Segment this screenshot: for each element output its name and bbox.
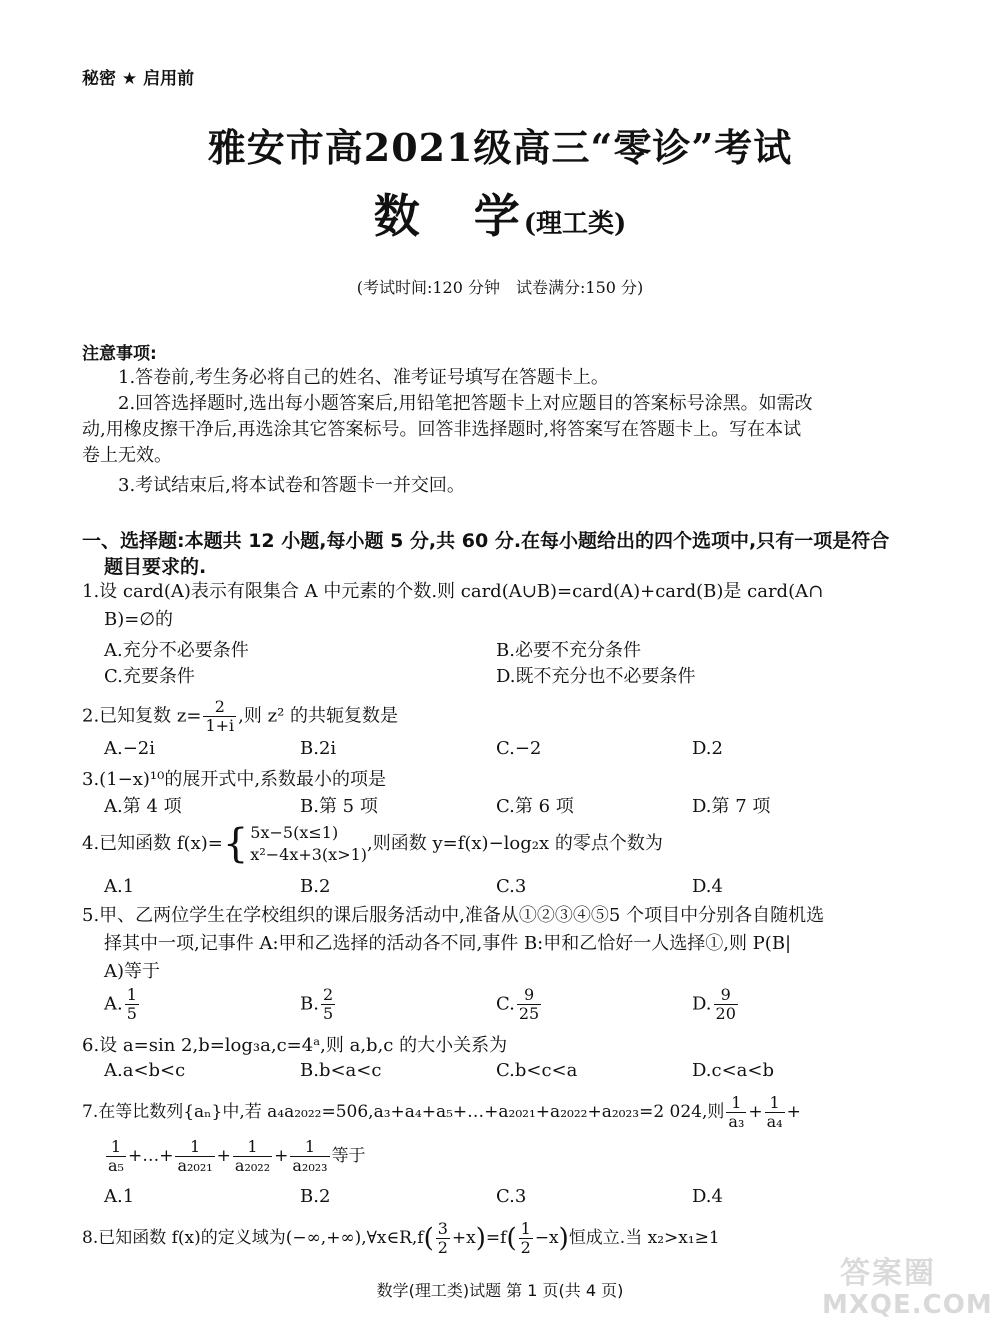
q5-d-numerator: 9 <box>714 986 738 1005</box>
q7-plus-1: + <box>748 1102 763 1122</box>
q5-c-denominator: 25 <box>518 1004 540 1023</box>
q2-fraction <box>203 698 236 735</box>
q4-option-b: B.2 <box>300 876 331 897</box>
q4-option-c: C.3 <box>496 876 527 897</box>
q7-option-d: D.4 <box>692 1186 723 1207</box>
q8-eq: =f <box>485 1228 507 1248</box>
q4-option-d: D.4 <box>692 876 723 897</box>
q7-frac-a4-num: 1 <box>765 1094 785 1113</box>
q7-plus-4: + <box>274 1146 289 1166</box>
note-2-line-2: 动,用橡皮擦干净后,再选涂其它答案标号。回答非选择题时,将答案写在答题卡上。写在本试 <box>82 419 802 440</box>
q2-fraction-denominator: 1+i <box>205 716 235 735</box>
q7-option-c: C.3 <box>496 1186 527 1207</box>
q1-option-c: C.充要条件 <box>104 666 195 687</box>
q5-d-denominator: 20 <box>715 1004 736 1023</box>
q4-stem-pre: 4.已知函数 f(x)= <box>82 833 223 854</box>
q7-frac-a3 <box>726 1094 746 1131</box>
q7-frac-a3-num: 1 <box>726 1094 746 1113</box>
q7-frac-a2021-den: a₂₀₂₁ <box>177 1156 213 1175</box>
exam-title: 雅安市高2021级高三“零诊”考试 <box>207 125 793 170</box>
q4-option-a: A.1 <box>104 876 135 897</box>
q8-frac-1-2 <box>519 1220 533 1257</box>
q8-mid-2: −x <box>534 1228 559 1248</box>
q7-frac-a2023-den: a₂₀₂₃ <box>292 1156 328 1175</box>
q8-frac1-den: 2 <box>437 1238 448 1257</box>
q6-stem: 6.设 a=sin 2,b=log₃a,c=4ᵃ,则 a,b,c 的大小关系为 <box>82 1035 508 1056</box>
q1-stem-line-2: B)=∅的 <box>104 609 174 630</box>
q4-case-1: 5x−5(x≤1) <box>250 823 339 842</box>
section-1-heading: 一、选择题:本题共 12 小题,每小题 5 分,共 60 分.在每小题给出的四个选项中,只有一项是符合 <box>82 530 890 552</box>
q6-option-c: C.b<c<a <box>496 1060 578 1081</box>
q8-frac-3-2 <box>436 1220 450 1257</box>
q2-option-a: A.−2i <box>104 738 156 759</box>
q6-option-d: D.c<a<b <box>692 1060 775 1081</box>
q2-option-b: B.2i <box>300 738 337 759</box>
q5-option-d-fraction <box>714 986 738 1023</box>
q5-stem-line-3: A)等于 <box>104 961 161 982</box>
q5-option-c-fraction <box>517 986 541 1023</box>
q5-b-numerator: 2 <box>322 985 334 1004</box>
q8-frac2-num: 1 <box>520 1219 531 1238</box>
q4-piecewise <box>250 822 367 866</box>
note-2-line-1: 2.回答选择题时,选出每小题答案后,用铅笔把答题卡上对应题目的答案标号涂黑。如需改 <box>118 393 813 414</box>
note-2-line-3: 卷上无效。 <box>82 445 172 466</box>
q7-frac-a2023 <box>290 1138 329 1175</box>
watermark-logo: 答案圈 <box>840 1256 936 1291</box>
q2-option-d: D.2 <box>692 738 723 759</box>
q7-tail: 等于 <box>331 1146 366 1166</box>
q5-a-denominator: 5 <box>126 1004 137 1023</box>
q4-stem-post: ,则函数 y=f(x)−log₂x 的零点个数为 <box>367 833 663 854</box>
q5-option-a <box>104 986 141 1023</box>
q7-plus-3: + <box>216 1146 231 1166</box>
q6-option-b: B.b<a<c <box>300 1060 382 1081</box>
q8-paren-close-1: ) <box>475 1223 486 1254</box>
q5-option-a-fraction <box>125 986 139 1023</box>
q3-option-d: D.第 7 项 <box>692 796 771 817</box>
q5-c-numerator: 9 <box>517 986 541 1005</box>
q8-stem <box>82 1220 720 1257</box>
q6-option-a: A.a<b<c <box>104 1060 186 1081</box>
q8-paren-open-2: ( <box>506 1223 517 1254</box>
q7-frac-a2021 <box>175 1138 214 1175</box>
q7-frac-a2022 <box>233 1138 272 1175</box>
piecewise-brace: { <box>222 821 249 867</box>
watermark-url: MXQE.COM <box>822 1290 993 1320</box>
q1-option-b: B.必要不充分条件 <box>496 640 641 661</box>
note-3: 3.考试结束后,将本试卷和答题卡一并交回。 <box>118 475 465 496</box>
q7-stem-line-2 <box>104 1138 366 1175</box>
q7-option-a: A.1 <box>104 1186 135 1207</box>
q7-frac-a4-den: a₄ <box>766 1112 783 1131</box>
q8-frac2-den: 2 <box>520 1238 531 1257</box>
subject-heading <box>0 180 1000 246</box>
exam-info: (考试时间:120 分钟 试卷满分:150 分) <box>356 278 644 297</box>
q1-stem-line-1: 1.设 card(A)表示有限集合 A 中元素的个数.则 card(A∪B)=card(A)+card(B)是 card(A∩ <box>82 581 824 602</box>
q1-option-a: A.充分不必要条件 <box>104 640 249 661</box>
q7-dots: +…+ <box>127 1146 174 1166</box>
subject-category: (理工类) <box>523 209 627 239</box>
q2-stem-pre: 2.已知复数 z= <box>82 705 202 727</box>
section-1-heading-cont: 题目要求的. <box>104 556 207 578</box>
q7-plus-2: + <box>786 1102 801 1122</box>
q5-b-denominator: 5 <box>322 1004 334 1023</box>
q7-frac-a2022-num: 1 <box>233 1138 272 1157</box>
q7-frac-a2023-num: 1 <box>290 1138 329 1157</box>
q8-stem-pre: 8.已知函数 f(x)的定义域为(−∞,+∞),∀x∈R,f <box>82 1228 424 1248</box>
q7-frac-a3-den: a₃ <box>728 1112 745 1131</box>
q5-option-d <box>692 986 740 1023</box>
q2-stem-post: ,则 z² 的共轭复数是 <box>238 705 399 727</box>
q2-stem <box>82 698 398 735</box>
q8-paren-close-2: ) <box>558 1223 569 1254</box>
q4-case-2: x²−4x+3(x>1) <box>250 845 368 864</box>
q5-option-b-label: B. <box>300 993 319 1015</box>
q1-option-d: D.既不充分也不必要条件 <box>496 666 696 687</box>
q2-fraction-numerator: 2 <box>203 698 236 717</box>
q5-a-numerator: 1 <box>126 985 137 1004</box>
q4-stem <box>82 822 663 866</box>
q7-stem-line-1 <box>82 1094 801 1131</box>
q7-stem-text: 7.在等比数列{aₙ}中,若 a₄a₂₀₂₂=506,a₃+a₄+a₅+…+a₂₀₂₁+a₂₀₂₂+a₂₀₂₃=2 024,则 <box>82 1102 725 1122</box>
q5-option-c-label: C. <box>496 993 515 1015</box>
q5-stem-line-2: 择其中一项,记事件 A:甲和乙选择的活动各不同,事件 B:甲和乙恰好一人选择①,则 P(B| <box>104 933 792 954</box>
q7-frac-a5 <box>106 1138 126 1175</box>
q7-frac-a5-num: 1 <box>106 1138 126 1157</box>
q8-paren-open-1: ( <box>423 1223 434 1254</box>
q5-option-b <box>300 986 337 1023</box>
q3-option-a: A.第 4 项 <box>104 796 182 817</box>
q8-mid-1: +x <box>451 1228 476 1248</box>
q7-frac-a5-den: a₅ <box>108 1156 124 1175</box>
q7-option-b: B.2 <box>300 1186 331 1207</box>
q3-option-c: C.第 6 项 <box>496 796 574 817</box>
q8-frac1-num: 3 <box>437 1219 448 1238</box>
q2-option-c: C.−2 <box>496 738 542 759</box>
q7-frac-a2022-den: a₂₀₂₂ <box>234 1156 271 1175</box>
q5-option-c <box>496 986 543 1023</box>
q5-stem-line-1: 5.甲、乙两位学生在学校组织的课后服务活动中,准备从①②③④⑤5 个项目中分别各自随机选 <box>82 905 825 926</box>
q5-option-b-fraction <box>321 986 335 1023</box>
q8-stem-post: 恒成立.当 x₂>x₁≥1 <box>568 1228 720 1248</box>
q5-option-a-label: A. <box>104 993 123 1015</box>
notes-heading: 注意事项: <box>82 344 157 364</box>
q7-frac-a4 <box>765 1094 785 1131</box>
q5-option-d-label: D. <box>692 993 712 1015</box>
page-footer: 数学(理工类)试题 第 1 页(共 4 页) <box>376 1281 624 1300</box>
confidential-label: 秘密 ★ 启用前 <box>82 69 195 89</box>
subject-name: 数 学 <box>373 189 524 243</box>
note-1: 1.答卷前,考生务必将自己的姓名、准考证号填写在答题卡上。 <box>118 367 609 388</box>
q3-option-b: B.第 5 项 <box>300 796 378 817</box>
q3-stem: 3.(1−x)¹⁰的展开式中,系数最小的项是 <box>82 769 387 790</box>
q7-frac-a2021-num: 1 <box>175 1138 214 1157</box>
